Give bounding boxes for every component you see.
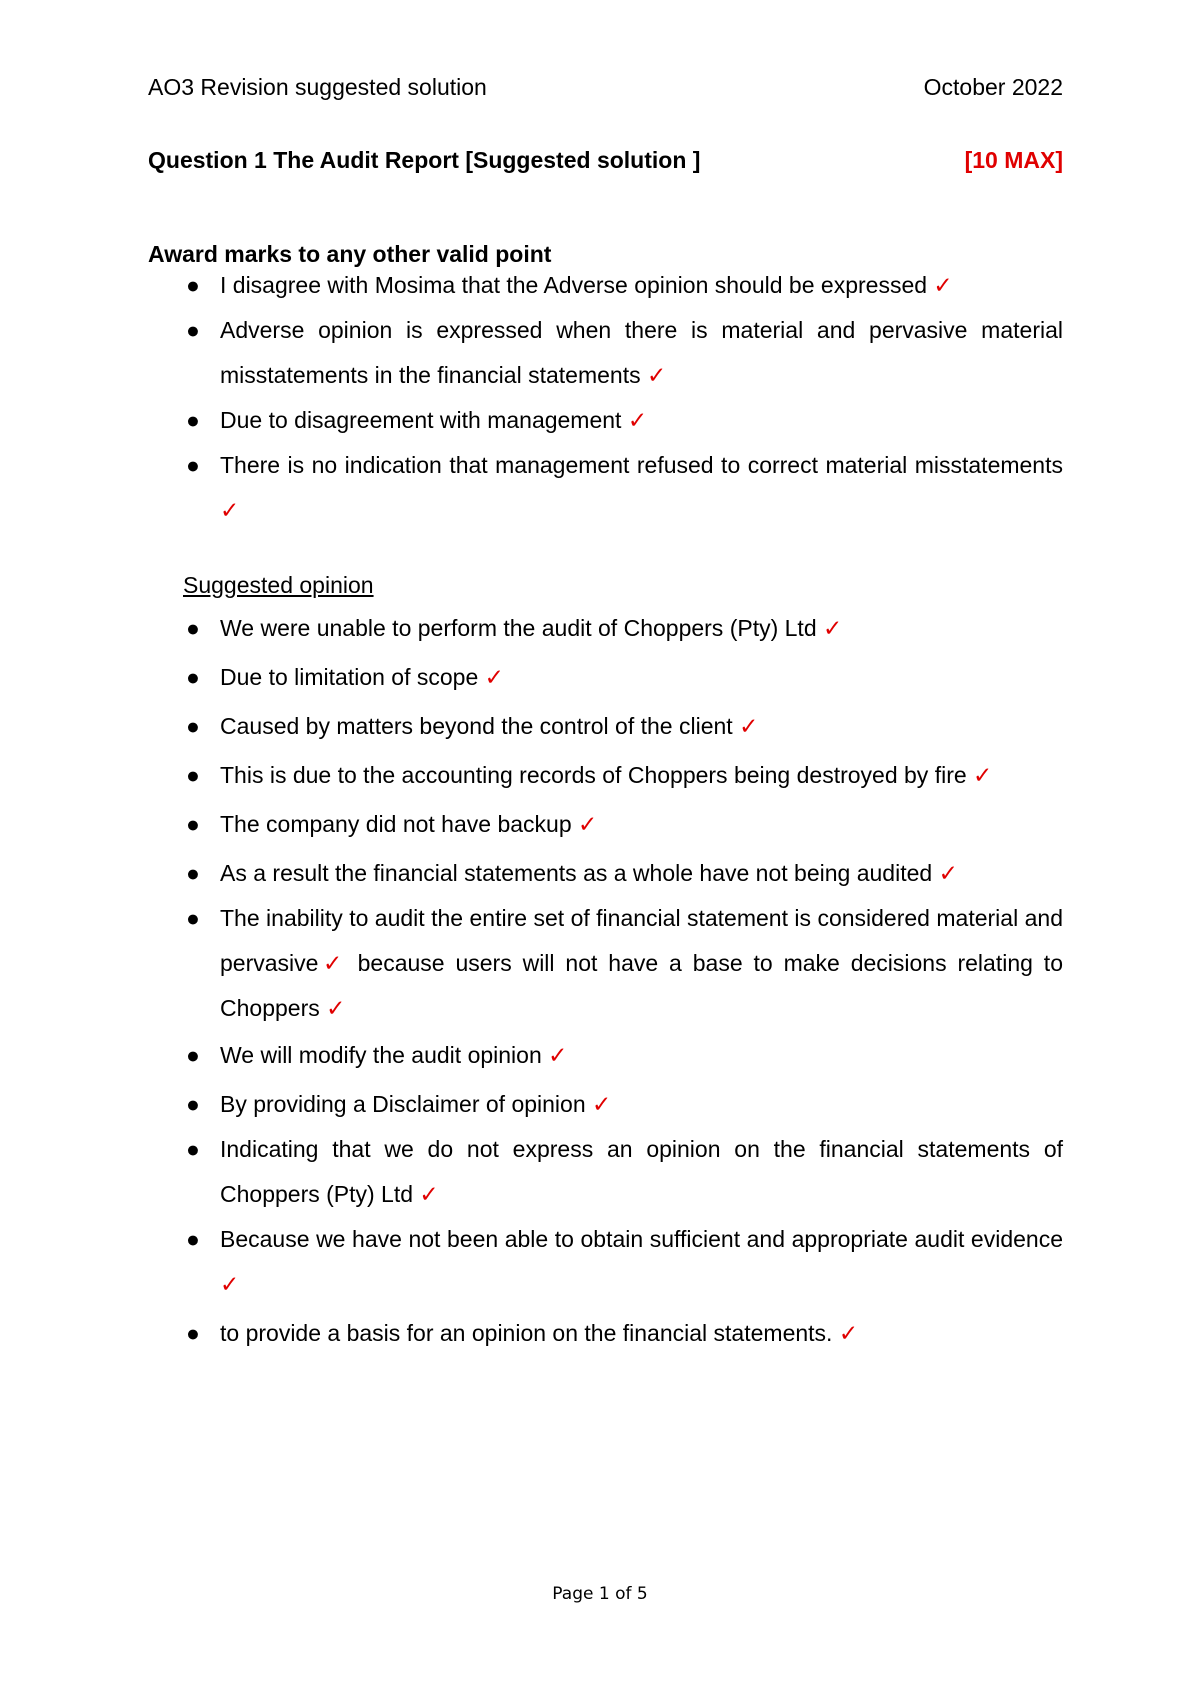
- list-item: [186, 1033, 1063, 1078]
- check-mark-icon: ✓: [220, 497, 240, 523]
- list-item-text: By providing a Disclaimer of opinion: [220, 1091, 593, 1117]
- award-note: Award marks to any other valid point: [148, 241, 552, 267]
- list-item: [186, 606, 1063, 651]
- check-mark-icon: ✓: [318, 950, 347, 976]
- check-mark-icon: ✓: [484, 664, 504, 690]
- list-item: [186, 655, 1063, 700]
- max-marks: [10 MAX]: [964, 147, 1063, 173]
- list-item-text: Due to disagreement with management: [220, 407, 628, 433]
- check-mark-icon: ✓: [578, 811, 598, 837]
- page-header: [148, 72, 1063, 102]
- check-mark-icon: ✓: [646, 362, 667, 388]
- list-item-text: Because we have not been able to obtain sufficient and appropriate audit evidence: [220, 1226, 1063, 1252]
- bullet-icon: ●: [186, 860, 200, 886]
- list-item: [186, 263, 1063, 308]
- bullet-icon: ●: [186, 407, 200, 433]
- list-item-text: Indicating that we do not express an opinion on the financial statements of Choppers (Pty) Ltd: [220, 1136, 1063, 1207]
- list-item: [186, 753, 1063, 798]
- list-item-text: to provide a basis for an opinion on the financial statements.: [220, 1320, 839, 1346]
- check-mark-icon: ✓: [592, 1091, 612, 1117]
- bullet-icon: ●: [186, 1091, 200, 1117]
- list-item-text: There is no indication that management refused to correct material misstatements: [220, 452, 1063, 478]
- check-mark-icon: ✓: [938, 860, 958, 886]
- header-date: October 2022: [923, 74, 1063, 100]
- bullet-icon: ●: [186, 1320, 200, 1346]
- list-item: [186, 1217, 1063, 1307]
- list-item: [186, 704, 1063, 749]
- list-item: [186, 851, 1063, 896]
- question-heading: [148, 145, 1063, 175]
- bullet-icon: ●: [186, 272, 200, 298]
- list-item: [186, 1127, 1063, 1217]
- check-mark-icon: ✓: [838, 1320, 859, 1346]
- bullet-icon: ●: [186, 664, 200, 690]
- question-title: Question 1 The Audit Report [Suggested solution ]: [148, 147, 701, 173]
- list-item-text: Adverse opinion is expressed when there is material and pervasive material misstatements in the financial statements: [220, 317, 1063, 388]
- bullet-icon: ●: [186, 811, 200, 837]
- list-item-text-continued: because users will not have a base to make decisions relating to Choppers: [220, 950, 1063, 1021]
- list-item: [186, 308, 1063, 398]
- page-footer: Page 1 of 5: [552, 1584, 648, 1604]
- list-item-text: Caused by matters beyond the control of the client: [220, 713, 740, 739]
- course-title: AO3 Revision suggested solution: [148, 74, 487, 100]
- bullet-icon: ●: [186, 905, 200, 931]
- check-mark-icon: ✓: [823, 615, 843, 641]
- list-item: [186, 802, 1063, 847]
- check-mark-icon: ✓: [220, 1271, 240, 1297]
- list-item: [186, 443, 1063, 533]
- check-mark-icon: ✓: [973, 762, 993, 788]
- list-item: [186, 1082, 1063, 1127]
- list-item-text: I disagree with Mosima that the Adverse opinion should be expressed: [220, 272, 934, 298]
- bullet-icon: ●: [186, 452, 200, 478]
- bullet-icon: ●: [186, 317, 200, 343]
- bullet-icon: ●: [186, 1226, 200, 1252]
- list-item-text: Due to limitation of scope: [220, 664, 485, 690]
- check-mark-icon: ✓: [326, 995, 346, 1021]
- suggested-opinion-heading: Suggested opinion: [183, 572, 374, 598]
- list-item-text: We were unable to perform the audit of Choppers (Pty) Ltd: [220, 615, 823, 641]
- check-mark-icon: ✓: [419, 1181, 439, 1207]
- bullet-icon: ●: [186, 615, 200, 641]
- list-item-text: The inability to audit the entire set of financial statement is considered material and pervasive: [220, 905, 1063, 976]
- bullet-icon: ●: [186, 1042, 200, 1068]
- list-item: [186, 896, 1063, 1031]
- check-mark-icon: ✓: [933, 272, 953, 298]
- list-item-text: This is due to the accounting records of Choppers being destroyed by fire: [220, 762, 974, 788]
- bullet-icon: ●: [186, 713, 200, 739]
- check-mark-icon: ✓: [548, 1042, 568, 1068]
- list-item: [186, 1311, 1063, 1356]
- list-item-text: We will modify the audit opinion: [220, 1042, 549, 1068]
- list-item-text: The company did not have backup: [220, 811, 579, 837]
- check-mark-icon: ✓: [739, 713, 759, 739]
- list-item: [186, 398, 1063, 443]
- list-item-text: As a result the financial statements as a whole have not being audited: [220, 860, 939, 886]
- bullet-icon: ●: [186, 1136, 200, 1162]
- check-mark-icon: ✓: [627, 407, 648, 433]
- bullet-icon: ●: [186, 762, 200, 788]
